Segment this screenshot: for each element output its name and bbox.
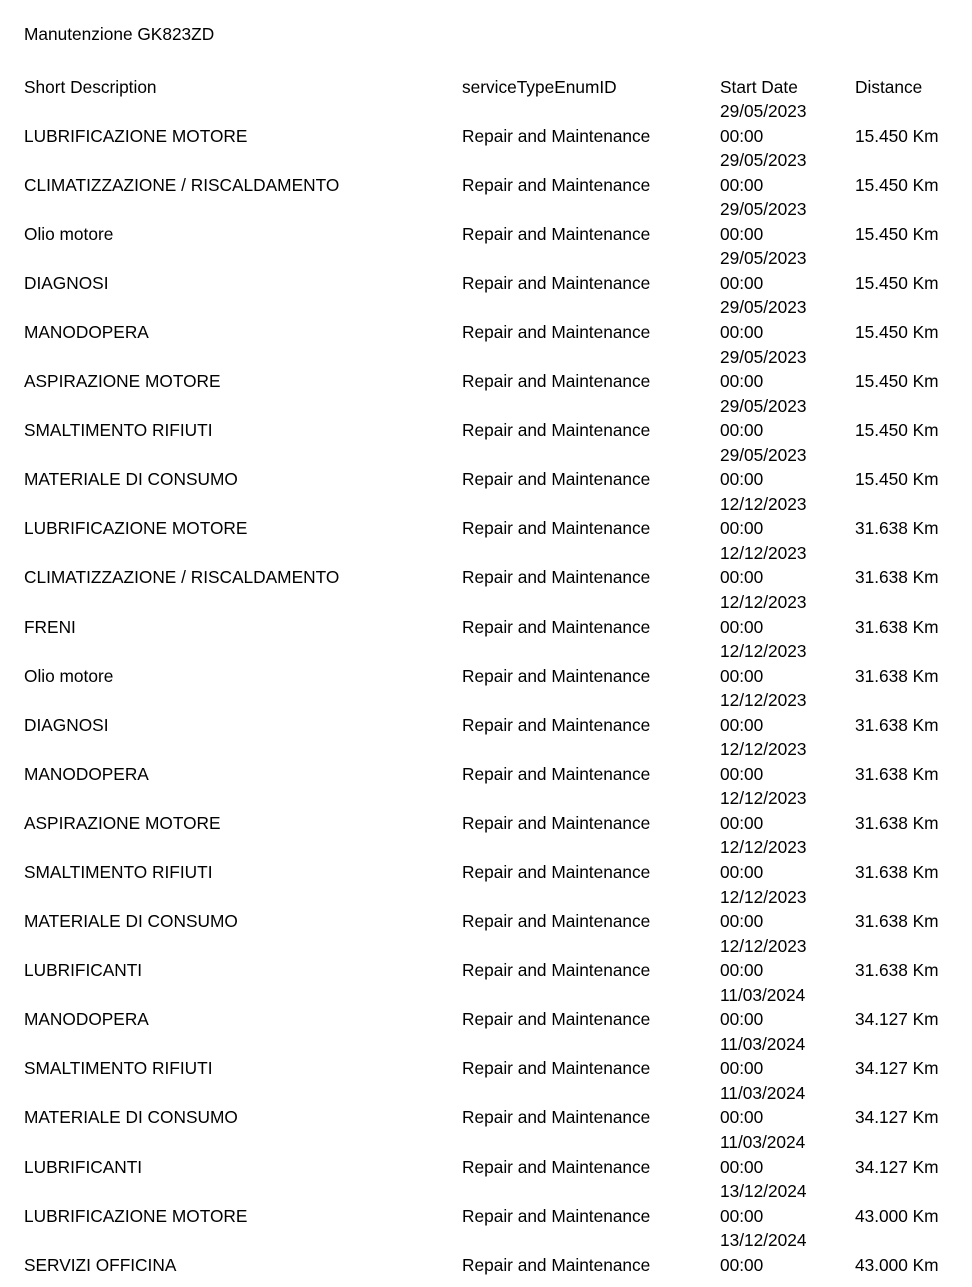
cell-start-date <box>720 885 855 934</box>
cell-distance: 15.450 Km <box>855 371 939 392</box>
cell-short-description: Olio motore <box>24 665 114 686</box>
cell-start-date <box>720 345 855 394</box>
table-row <box>24 1032 972 1081</box>
cell-distance: 31.638 Km <box>855 714 939 735</box>
cell-short-description: DIAGNOSI <box>24 272 109 293</box>
table-row <box>24 934 972 983</box>
start-date-value: 12/12/2023 <box>720 886 807 907</box>
cell-short-description: SMALTIMENTO RIFIUTI <box>24 1058 213 1079</box>
cell-short-description: CLIMATIZZAZIONE / RISCALDAMENTO <box>24 567 340 588</box>
start-date-value: 29/05/2023 <box>720 199 807 220</box>
cell-start-date <box>720 639 855 688</box>
cell-distance: 31.638 Km <box>855 616 939 637</box>
start-time-value: 00:00 <box>720 665 764 686</box>
table-row <box>24 246 972 295</box>
start-time-value: 00:00 <box>720 1009 764 1030</box>
cell-service-type: Repair and Maintenance <box>462 469 651 490</box>
cell-short-description: LUBRIFICAZIONE MOTORE <box>24 1205 248 1226</box>
cell-distance: 34.127 Km <box>855 1156 939 1177</box>
table-row <box>24 148 972 197</box>
table-row <box>24 786 972 835</box>
table-row <box>24 394 972 443</box>
cell-distance: 15.450 Km <box>855 272 939 293</box>
cell-service-type: Repair and Maintenance <box>462 567 651 588</box>
start-date-value: 12/12/2023 <box>720 493 807 514</box>
cell-short-description: MANODOPERA <box>24 321 149 342</box>
cell-distance: 31.638 Km <box>855 812 939 833</box>
start-date-value: 12/12/2023 <box>720 641 807 662</box>
cell-distance: 15.450 Km <box>855 420 939 441</box>
cell-distance: 15.450 Km <box>855 174 939 195</box>
cell-service-type: Repair and Maintenance <box>462 665 651 686</box>
cell-short-description: DIAGNOSI <box>24 714 109 735</box>
cell-start-date <box>720 1179 855 1228</box>
cell-start-date <box>720 246 855 295</box>
cell-distance: 43.000 Km <box>855 1205 939 1226</box>
start-time-value: 00:00 <box>720 223 764 244</box>
cell-start-date <box>720 737 855 786</box>
cell-distance: 34.127 Km <box>855 1107 939 1128</box>
start-time-value: 00:00 <box>720 469 764 490</box>
column-header-short-description: Short Description <box>24 76 157 97</box>
start-date-value: 11/03/2024 <box>720 984 806 1005</box>
cell-short-description: LUBRIFICAZIONE MOTORE <box>24 125 248 146</box>
start-time-value: 00:00 <box>720 1156 764 1177</box>
cell-start-date <box>720 786 855 835</box>
cell-short-description: FRENI <box>24 616 76 637</box>
cell-service-type: Repair and Maintenance <box>462 1156 651 1177</box>
cell-service-type: Repair and Maintenance <box>462 223 651 244</box>
cell-start-date <box>720 835 855 884</box>
cell-short-description: SMALTIMENTO RIFIUTI <box>24 862 213 882</box>
cell-start-date <box>720 443 855 492</box>
start-time-value: 00:00 <box>720 1254 764 1275</box>
start-date-value: 29/05/2023 <box>720 395 807 416</box>
start-time-value: 00:00 <box>720 763 764 784</box>
start-date-value: 11/03/2024 <box>720 1033 806 1054</box>
table-row <box>24 197 972 246</box>
table-row <box>24 1081 972 1130</box>
table-row <box>24 835 972 884</box>
cell-distance: 15.450 Km <box>855 125 939 146</box>
cell-service-type: Repair and Maintenance <box>462 616 651 637</box>
cell-service-type: Repair and Maintenance <box>462 763 651 784</box>
start-date-value: 12/12/2023 <box>720 837 807 858</box>
cell-start-date <box>720 1081 855 1130</box>
cell-service-type: Repair and Maintenance <box>462 420 651 441</box>
cell-start-date <box>720 148 855 197</box>
start-date-value: 12/12/2023 <box>720 935 807 956</box>
start-time-value: 00:00 <box>720 1107 764 1128</box>
cell-distance: 43.000 Km <box>855 1254 939 1275</box>
cell-start-date <box>720 983 855 1032</box>
cell-short-description: SERVIZI OFFICINA <box>24 1254 177 1275</box>
cell-short-description: ASPIRAZIONE MOTORE <box>24 812 221 833</box>
start-time-value: 00:00 <box>720 371 764 392</box>
cell-start-date <box>720 541 855 590</box>
cell-service-type: Repair and Maintenance <box>462 1107 651 1128</box>
cell-short-description: MATERIALE DI CONSUMO <box>24 469 238 490</box>
cell-distance: 31.638 Km <box>855 665 939 686</box>
table-header-row <box>24 75 972 100</box>
cell-distance: 15.450 Km <box>855 469 939 490</box>
start-time-value: 00:00 <box>720 272 764 293</box>
cell-start-date <box>720 1228 855 1277</box>
page-title: Manutenzione GK823ZD <box>24 23 215 44</box>
cell-distance: 31.638 Km <box>855 518 939 539</box>
cell-distance: 31.638 Km <box>855 862 939 882</box>
cell-service-type: Repair and Maintenance <box>462 321 651 342</box>
cell-start-date <box>720 99 855 148</box>
start-date-value: 29/05/2023 <box>720 101 807 122</box>
table-row <box>24 639 972 688</box>
cell-service-type: Repair and Maintenance <box>462 371 651 392</box>
cell-short-description: ASPIRAZIONE MOTORE <box>24 371 221 392</box>
cell-service-type: Repair and Maintenance <box>462 862 651 882</box>
cell-service-type: Repair and Maintenance <box>462 911 651 932</box>
start-date-value: 12/12/2023 <box>720 739 807 760</box>
cell-start-date <box>720 688 855 737</box>
cell-short-description: LUBRIFICANTI <box>24 960 143 981</box>
table-row <box>24 885 972 934</box>
column-header-service-type: serviceTypeEnumID <box>462 76 617 97</box>
table-row <box>24 492 972 541</box>
cell-start-date <box>720 934 855 983</box>
cell-service-type: Repair and Maintenance <box>462 272 651 293</box>
maintenance-table <box>24 75 972 1278</box>
cell-service-type: Repair and Maintenance <box>462 125 651 146</box>
start-date-value: 12/12/2023 <box>720 542 807 563</box>
table-row <box>24 737 972 786</box>
start-time-value: 00:00 <box>720 125 764 146</box>
cell-short-description: MATERIALE DI CONSUMO <box>24 911 238 932</box>
cell-service-type: Repair and Maintenance <box>462 960 651 981</box>
table-row <box>24 295 972 344</box>
cell-service-type: Repair and Maintenance <box>462 518 651 539</box>
cell-start-date <box>720 1032 855 1081</box>
start-date-value: 12/12/2023 <box>720 690 807 711</box>
table-row <box>24 345 972 394</box>
cell-distance: 31.638 Km <box>855 567 939 588</box>
cell-service-type: Repair and Maintenance <box>462 1205 651 1226</box>
start-date-value: 29/05/2023 <box>720 444 807 465</box>
cell-start-date <box>720 197 855 246</box>
cell-distance: 15.450 Km <box>855 223 939 244</box>
cell-short-description: LUBRIFICAZIONE MOTORE <box>24 518 248 539</box>
cell-service-type: Repair and Maintenance <box>462 1009 651 1030</box>
cell-service-type: Repair and Maintenance <box>462 812 651 833</box>
start-time-value: 00:00 <box>720 321 764 342</box>
table-row <box>24 688 972 737</box>
cell-distance: 15.450 Km <box>855 321 939 342</box>
start-date-value: 29/05/2023 <box>720 248 807 269</box>
start-date-value: 11/03/2024 <box>720 1132 806 1153</box>
start-time-value: 00:00 <box>720 911 764 932</box>
start-time-value: 00:00 <box>720 1058 764 1079</box>
cell-short-description: MANODOPERA <box>24 763 149 784</box>
cell-start-date <box>720 492 855 541</box>
start-date-value: 13/12/2024 <box>720 1230 807 1251</box>
start-date-value: 11/03/2024 <box>720 1082 806 1103</box>
cell-start-date <box>720 295 855 344</box>
cell-service-type: Repair and Maintenance <box>462 174 651 195</box>
cell-start-date <box>720 394 855 443</box>
cell-short-description: MATERIALE DI CONSUMO <box>24 1107 238 1128</box>
cell-start-date <box>720 590 855 639</box>
cell-distance: 34.127 Km <box>855 1058 939 1079</box>
start-time-value: 00:00 <box>720 960 764 981</box>
cell-service-type: Repair and Maintenance <box>462 1254 651 1275</box>
cell-short-description: MANODOPERA <box>24 1009 149 1030</box>
cell-distance: 31.638 Km <box>855 763 939 784</box>
start-time-value: 00:00 <box>720 616 764 637</box>
table-body <box>24 99 972 1277</box>
start-time-value: 00:00 <box>720 420 764 441</box>
start-time-value: 00:00 <box>720 567 764 588</box>
cell-short-description: LUBRIFICANTI <box>24 1156 143 1177</box>
start-time-value: 00:00 <box>720 714 764 735</box>
start-date-value: 29/05/2023 <box>720 297 807 318</box>
cell-distance: 31.638 Km <box>855 960 939 981</box>
start-date-value: 13/12/2024 <box>720 1181 807 1202</box>
start-date-value: 12/12/2023 <box>720 591 807 612</box>
table-row <box>24 541 972 590</box>
start-date-value: 29/05/2023 <box>720 150 807 171</box>
cell-distance: 34.127 Km <box>855 1009 939 1030</box>
column-header-start-date: Start Date <box>720 76 798 97</box>
cell-distance: 31.638 Km <box>855 911 939 932</box>
cell-start-date <box>720 1130 855 1179</box>
table-row <box>24 99 972 148</box>
cell-service-type: Repair and Maintenance <box>462 1058 651 1079</box>
column-header-distance: Distance <box>855 76 923 97</box>
cell-short-description: CLIMATIZZAZIONE / RISCALDAMENTO <box>24 174 340 195</box>
start-time-value: 00:00 <box>720 518 764 539</box>
cell-short-description: Olio motore <box>24 223 114 244</box>
start-time-value: 00:00 <box>720 174 764 195</box>
table-row <box>24 1228 972 1277</box>
table-row <box>24 1179 972 1228</box>
cell-service-type: Repair and Maintenance <box>462 714 651 735</box>
start-time-value: 00:00 <box>720 1205 764 1226</box>
start-date-value: 29/05/2023 <box>720 346 807 367</box>
table-row <box>24 1130 972 1179</box>
cell-short-description: SMALTIMENTO RIFIUTI <box>24 420 213 441</box>
start-time-value: 00:00 <box>720 812 764 833</box>
start-date-value: 12/12/2023 <box>720 788 807 809</box>
table-row <box>24 590 972 639</box>
table-row <box>24 443 972 492</box>
start-time-value: 00:00 <box>720 862 764 882</box>
table-row <box>24 983 972 1032</box>
